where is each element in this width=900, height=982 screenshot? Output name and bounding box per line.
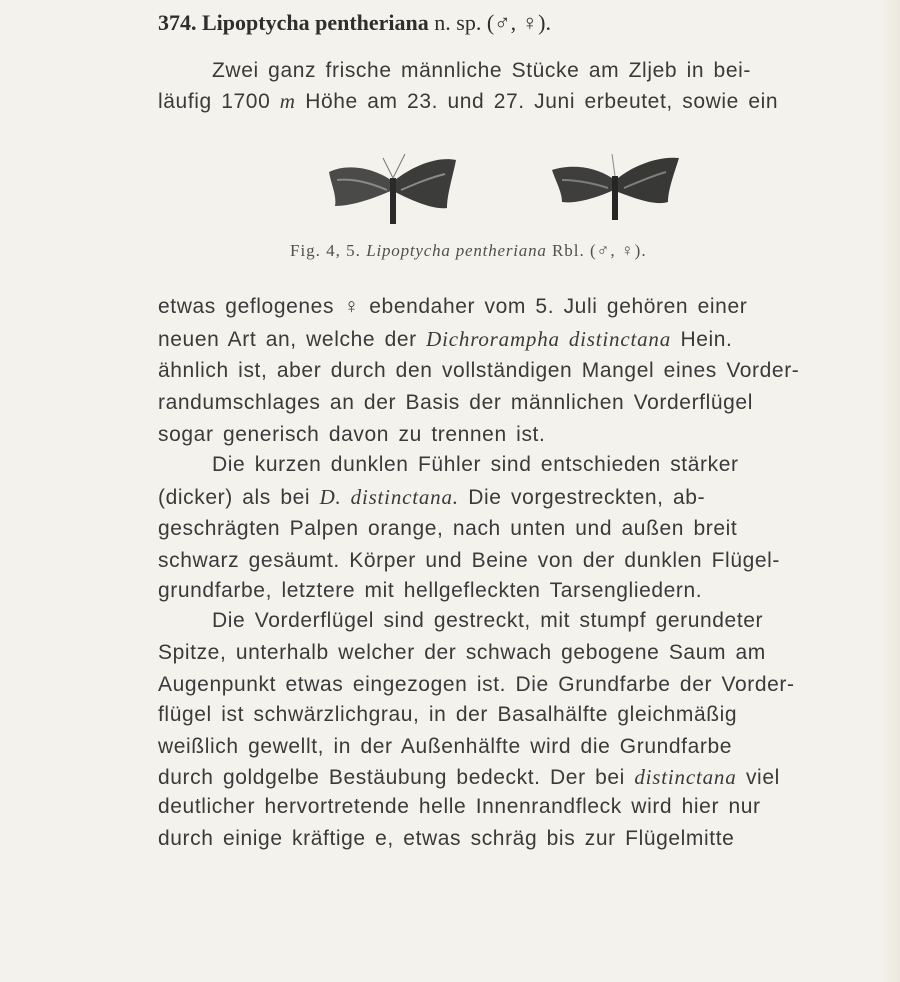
species-number: 374.: [158, 10, 197, 35]
para2-line-4: schwarz gesäumt. Körper und Beine von der dunklen Flügel-: [158, 549, 781, 572]
species-suffix: n. sp. (♂, ♀).: [434, 10, 551, 35]
para3-line-5: weißlich gewellt, in der Außenhälfte wird die Grundfarbe: [158, 735, 733, 758]
intro-line-2: läufig 1700 m Höhe am 23. und 27. Juni erbeutet, sowie ein: [158, 89, 779, 113]
para1-line-5: sogar generisch davon zu trennen ist.: [158, 423, 546, 446]
para1-line-3: ähnlich ist, aber durch den vollständigen Mangel eines Vorder-: [158, 359, 800, 382]
para3-line-4: flügel ist schwärzlichgrau, in der Basalhälfte gleichmäßig: [158, 703, 738, 726]
figure-caption: Fig. 4, 5. Lipoptycha pentheriana Rbl. (♂, ♀).: [290, 241, 647, 260]
para1-line-1: etwas geflogenes ♀ ebendaher vom 5. Juli gehören einer: [158, 295, 748, 318]
para3-line-2: Spitze, unterhalb welcher der schwach gebogene Saum am: [158, 641, 766, 664]
para3-line-3: Augenpunkt etwas eingezogen ist. Die Grundfarbe der Vorder-: [158, 673, 795, 696]
species-heading: [158, 8, 551, 38]
para3-line-7: deutlicher hervortretende helle Innenrandfleck wird hier nur: [158, 795, 761, 818]
moth-female-figure: [548, 150, 683, 230]
para3-line-6: durch goldgelbe Bestäubung bedeckt. Der bei distinctana viel: [158, 765, 780, 789]
para1-line-2: neuen Art an, welche der Dichrorampha distinctana Hein.: [158, 327, 733, 351]
moth-male-figure: [325, 150, 460, 230]
species-name: Lipoptycha pentheriana: [202, 10, 429, 35]
para2-line-5: grundfarbe, letztere mit hellgefleckten Tarsengliedern.: [158, 579, 703, 602]
page-edge-shadow: [880, 0, 900, 982]
intro-line-1: Zwei ganz frische männliche Stücke am Zljeb in bei-: [212, 59, 751, 82]
para1-line-4: randumschlages an der Basis der männlichen Vorderflügel: [158, 391, 753, 414]
para3-line-8: durch einige kräftige e, etwas schräg bis zur Flügelmitte: [158, 827, 735, 850]
para2-line-2: (dicker) als bei D. distinctana. Die vorgestreckten, ab-: [158, 485, 706, 509]
para2-line-1: Die kurzen dunklen Fühler sind entschieden stärker: [212, 453, 739, 476]
para2-line-3: geschrägten Palpen orange, nach unten und außen breit: [158, 517, 738, 540]
para3-line-1: Die Vorderflügel sind gestreckt, mit stumpf gerundeter: [212, 609, 764, 632]
